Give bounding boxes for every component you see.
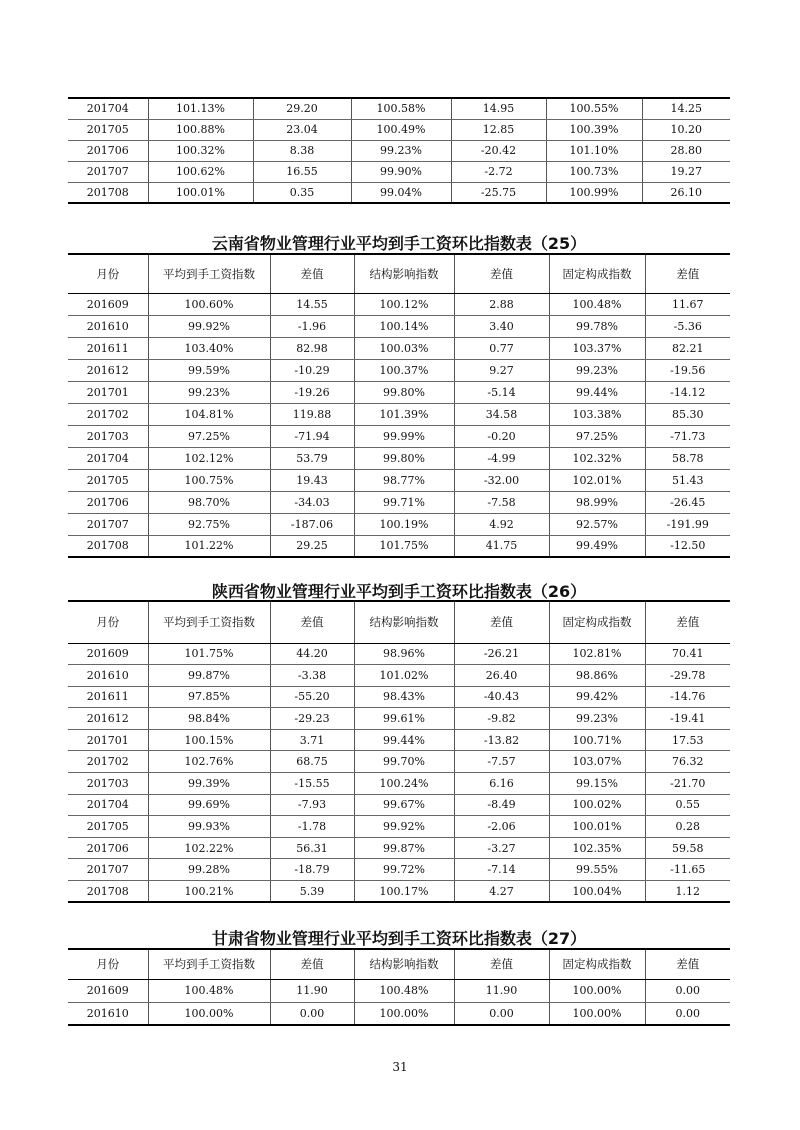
table-cell: 101.10%: [546, 140, 642, 161]
table-cell: 100.55%: [546, 98, 642, 119]
table-cell: 100.58%: [351, 98, 451, 119]
table-cell: 102.32%: [549, 447, 645, 469]
column-header: 差值: [270, 601, 354, 643]
table-cell: 99.23%: [549, 359, 645, 381]
table-row: [68, 816, 730, 838]
column-header: 差值: [454, 601, 549, 643]
table-cell: 100.19%: [354, 513, 454, 535]
table-cell: 102.01%: [549, 469, 645, 491]
table-cell: 12.85: [451, 119, 546, 140]
column-header: 差值: [645, 601, 730, 643]
table-cell: 28.80: [642, 140, 730, 161]
column-header: 差值: [645, 949, 730, 979]
table-cell: 100.99%: [546, 182, 642, 203]
table-row: [68, 293, 730, 315]
table-cell: 201704: [68, 98, 148, 119]
table-row: [68, 794, 730, 816]
table-cell: -1.96: [270, 315, 354, 337]
column-header: 差值: [270, 254, 354, 293]
column-header: 月份: [68, 254, 148, 293]
table-row: [68, 315, 730, 337]
table-cell: 100.15%: [148, 729, 270, 751]
table-26-title: 陕西省物业管理行业平均到手工资环比指数表（26）: [211, 582, 587, 601]
table-cell: 100.24%: [354, 773, 454, 795]
column-header: 固定构成指数: [549, 949, 645, 979]
column-header: 月份: [68, 601, 148, 643]
table-row: [68, 469, 730, 491]
table-row: [68, 1002, 730, 1025]
table-cell: -7.57: [454, 751, 549, 773]
table-cell: 4.27: [454, 881, 549, 903]
table-cell: 201704: [68, 447, 148, 469]
table-cell: 103.40%: [148, 337, 270, 359]
table-cell: 99.90%: [351, 161, 451, 182]
table-cell: 201706: [68, 491, 148, 513]
table-cell: 201704: [68, 794, 148, 816]
table-cell: 99.71%: [354, 491, 454, 513]
table-row: [68, 643, 730, 665]
table-cell: -21.70: [645, 773, 730, 795]
table-cell: 100.01%: [549, 816, 645, 838]
table-cell: 97.25%: [549, 425, 645, 447]
table-cell: 99.61%: [354, 708, 454, 730]
table-cell: -7.14: [454, 859, 549, 881]
table-cell: 5.39: [270, 881, 354, 903]
table-cell: 100.60%: [148, 293, 270, 315]
table-cell: 100.48%: [354, 979, 454, 1002]
column-header: 结构影响指数: [354, 601, 454, 643]
table-cell: 102.35%: [549, 837, 645, 859]
table-cell: 92.75%: [148, 513, 270, 535]
table-cell: 201707: [68, 859, 148, 881]
table-cell: 99.59%: [148, 359, 270, 381]
table-cell: -11.65: [645, 859, 730, 881]
column-header: 固定构成指数: [549, 601, 645, 643]
table-cell: 100.62%: [148, 161, 253, 182]
table-cell: -5.14: [454, 381, 549, 403]
table-cell: 17.53: [645, 729, 730, 751]
table-cell: 102.12%: [148, 447, 270, 469]
table-cell: 82.98: [270, 337, 354, 359]
table-cell: 119.88: [270, 403, 354, 425]
table-cell: 100.73%: [546, 161, 642, 182]
table-row: [68, 425, 730, 447]
table-row: [68, 98, 730, 119]
table-cell: 11.90: [454, 979, 549, 1002]
table-cell: 99.92%: [354, 816, 454, 838]
table-cell: 3.71: [270, 729, 354, 751]
table-cell: 201609: [68, 293, 148, 315]
table-row: [68, 665, 730, 687]
table-cell: 201703: [68, 425, 148, 447]
table-row: [68, 979, 730, 1002]
table-cell: -18.79: [270, 859, 354, 881]
table-cell: 70.41: [645, 643, 730, 665]
table-cell: 100.49%: [351, 119, 451, 140]
table-cell: 11.67: [645, 293, 730, 315]
table-row: [68, 513, 730, 535]
table-cell: 11.90: [270, 979, 354, 1002]
table-cell: 201708: [68, 535, 148, 557]
table-cell: 23.04: [253, 119, 351, 140]
table-cell: 85.30: [645, 403, 730, 425]
table-cell: -14.12: [645, 381, 730, 403]
table-cell: 76.32: [645, 751, 730, 773]
table-cell: 99.23%: [351, 140, 451, 161]
table-cell: 201610: [68, 315, 148, 337]
table-cell: 100.32%: [148, 140, 253, 161]
table-cell: 53.79: [270, 447, 354, 469]
table-cell: -12.50: [670, 539, 706, 553]
table-cell: -20.42: [451, 140, 546, 161]
table-cell: 16.55: [253, 161, 351, 182]
table-cell: 103.07%: [549, 751, 645, 773]
table-cell: 98.43%: [354, 686, 454, 708]
table-cell: 103.37%: [549, 337, 645, 359]
table-cell: -2.06: [454, 816, 549, 838]
table-cell: 99.28%: [148, 859, 270, 881]
table-row: [68, 119, 730, 140]
table-cell: 41.75: [454, 535, 549, 557]
header-row: [68, 601, 730, 643]
table-cell: -25.75: [451, 182, 546, 203]
table-cell: 99.44%: [354, 729, 454, 751]
table-cell: 201612: [68, 708, 148, 730]
table-cell: 4.92: [454, 513, 549, 535]
table-cell: 100.48%: [549, 293, 645, 315]
table-cell: 0.00: [645, 979, 730, 1002]
table-cell: 100.71%: [549, 729, 645, 751]
table-cell: -0.20: [454, 425, 549, 447]
table-cell: 34.58: [454, 403, 549, 425]
table-cell: 99.92%: [148, 315, 270, 337]
table-row: [68, 337, 730, 359]
table-row: [68, 708, 730, 730]
table-cell: 3.40: [454, 315, 549, 337]
table-cell: 2.88: [454, 293, 549, 315]
table-cell: 10.20: [642, 119, 730, 140]
column-header: 结构影响指数: [354, 254, 454, 293]
table-cell: -29.78: [645, 665, 730, 687]
table-cell: -26.21: [454, 643, 549, 665]
table-cell: 97.85%: [148, 686, 270, 708]
table-cell: -9.82: [454, 708, 549, 730]
table-cell: -34.03: [270, 491, 354, 513]
table-cell: 201706: [68, 837, 148, 859]
table-cell: 68.75: [270, 751, 354, 773]
table-cell: 201705: [68, 469, 148, 491]
table-cell: 9.27: [454, 359, 549, 381]
header-row: [68, 254, 730, 293]
table-cell: 56.31: [270, 837, 354, 859]
table-cell: 99.04%: [351, 182, 451, 203]
table-cell: -55.20: [270, 686, 354, 708]
table-cell: 99.67%: [354, 794, 454, 816]
table-row: [68, 837, 730, 859]
table-cell: 100.00%: [549, 1002, 645, 1025]
table-cell: 201701: [68, 729, 148, 751]
table-cell: 101.39%: [354, 403, 454, 425]
table-cell: 99.87%: [148, 665, 270, 687]
column-header: 差值: [454, 949, 549, 979]
column-header: 平均到手工资指数: [148, 949, 270, 979]
table-row: [68, 447, 730, 469]
table-cell: -15.55: [270, 773, 354, 795]
table-cell: 100.00%: [549, 979, 645, 1002]
table-cell: 99.72%: [354, 859, 454, 881]
table-cell: 201703: [68, 773, 148, 795]
column-header: 固定构成指数: [549, 254, 645, 293]
table-cell: 99.42%: [549, 686, 645, 708]
table-cell: 201610: [68, 1002, 148, 1025]
table-cell: 99.49%: [549, 535, 645, 557]
table-cell: 201706: [68, 140, 148, 161]
table-cell: 201702: [68, 403, 148, 425]
table-cell: 100.88%: [148, 119, 253, 140]
table-row: [68, 773, 730, 795]
table-cell: -8.49: [454, 794, 549, 816]
table-cell: -187.06: [270, 513, 354, 535]
table-row: [68, 403, 730, 425]
table-cell: -26.45: [645, 491, 730, 513]
header-row: [68, 949, 730, 979]
table-cell: 59.58: [645, 837, 730, 859]
table-cell: 99.80%: [354, 381, 454, 403]
table-cell: 99.87%: [354, 837, 454, 859]
table-cell: 101.02%: [354, 665, 454, 687]
table-cell: 100.04%: [549, 881, 645, 903]
table-cell: 92.57%: [549, 513, 645, 535]
table-cell: 201705: [68, 816, 148, 838]
table-cell: 201609: [68, 979, 148, 1002]
table-continued: [68, 97, 730, 204]
table-row: [68, 182, 730, 203]
table-cell: 102.76%: [148, 751, 270, 773]
table-cell: 6.16: [454, 773, 549, 795]
table-cell: 44.20: [270, 643, 354, 665]
column-header: 差值: [645, 254, 730, 293]
table-cell: -3.27: [454, 837, 549, 859]
table-row: [68, 491, 730, 513]
table-cell: -71.73: [645, 425, 730, 447]
table-cell: 14.55: [270, 293, 354, 315]
table-cell: 99.23%: [148, 381, 270, 403]
table-row: [68, 859, 730, 881]
table-cell: 103.38%: [549, 403, 645, 425]
table-cell: 100.48%: [148, 979, 270, 1002]
table-cell: 19.27: [642, 161, 730, 182]
table-cell: 29.20: [253, 98, 351, 119]
table-cell: 0.77: [454, 337, 549, 359]
table-cell: 99.78%: [549, 315, 645, 337]
table-row: [68, 686, 730, 708]
table-cell: 201708: [68, 881, 148, 903]
column-header: 平均到手工资指数: [148, 254, 270, 293]
column-header: 差值: [454, 254, 549, 293]
table-cell: 98.84%: [148, 708, 270, 730]
table-cell: 0.35: [253, 182, 351, 203]
table-cell: 100.00%: [148, 1002, 270, 1025]
table-cell: -2.72: [451, 161, 546, 182]
table-cell: 100.01%: [148, 182, 253, 203]
table-cell: 0.28: [645, 816, 730, 838]
table-cell: 98.99%: [549, 491, 645, 513]
table-cell: 201708: [68, 182, 148, 203]
table-26: [68, 600, 730, 903]
table-cell: -19.41: [645, 708, 730, 730]
table-27: [68, 948, 730, 1026]
table-cell: 201611: [68, 337, 148, 359]
table-cell: 99.23%: [549, 708, 645, 730]
table-cell: 19.43: [270, 469, 354, 491]
table-cell: -7.93: [270, 794, 354, 816]
table-cell: 100.39%: [546, 119, 642, 140]
table-cell: -13.82: [454, 729, 549, 751]
table-cell: 100.21%: [148, 881, 270, 903]
table-cell: -4.99: [454, 447, 549, 469]
table-cell: -14.76: [645, 686, 730, 708]
table-cell: 0.00: [675, 1006, 700, 1020]
table-cell: 201609: [68, 643, 148, 665]
table-cell: -29.23: [270, 708, 354, 730]
table-cell: 0.00: [454, 1002, 549, 1025]
table-cell: -32.00: [454, 469, 549, 491]
table-cell: 99.44%: [549, 381, 645, 403]
table-cell: 102.22%: [148, 837, 270, 859]
table-cell: 101.75%: [148, 643, 270, 665]
table-25-title: 云南省物业管理行业平均到手工资环比指数表（25）: [211, 234, 587, 253]
table-cell: 201707: [68, 513, 148, 535]
table-cell: 99.39%: [148, 773, 270, 795]
table-cell: -7.58: [454, 491, 549, 513]
column-header: 月份: [68, 949, 148, 979]
table-cell: -10.29: [270, 359, 354, 381]
table-cell: 99.70%: [354, 751, 454, 773]
table-cell: 97.25%: [148, 425, 270, 447]
table-cell: -5.36: [645, 315, 730, 337]
table-cell: -1.78: [270, 816, 354, 838]
table-cell: 29.25: [270, 535, 354, 557]
table-cell: 26.10: [670, 185, 702, 199]
table-cell: 101.75%: [354, 535, 454, 557]
table-row: [68, 140, 730, 161]
table-cell: 102.81%: [549, 643, 645, 665]
table-cell: 99.99%: [354, 425, 454, 447]
table-cell: 26.40: [454, 665, 549, 687]
table-row: [68, 161, 730, 182]
table-cell: 0.55: [645, 794, 730, 816]
table-cell: 99.93%: [148, 816, 270, 838]
table-27-title: 甘肃省物业管理行业平均到手工资环比指数表（27）: [211, 929, 587, 948]
table-cell: 100.37%: [354, 359, 454, 381]
table-cell: -3.38: [270, 665, 354, 687]
table-cell: 100.14%: [354, 315, 454, 337]
table-cell: -40.43: [454, 686, 549, 708]
table-row: [68, 751, 730, 773]
table-cell: 99.55%: [549, 859, 645, 881]
table-cell: 8.38: [253, 140, 351, 161]
table-cell: 82.21: [645, 337, 730, 359]
table-cell: 98.96%: [354, 643, 454, 665]
column-header: 差值: [270, 949, 354, 979]
table-cell: -191.99: [645, 513, 730, 535]
table-cell: 201611: [68, 686, 148, 708]
table-row: [68, 359, 730, 381]
table-cell: 98.86%: [549, 665, 645, 687]
table-cell: -19.26: [270, 381, 354, 403]
table-cell: 104.81%: [148, 403, 270, 425]
table-cell: 1.12: [675, 884, 700, 898]
table-cell: 100.75%: [148, 469, 270, 491]
table-cell: 51.43: [645, 469, 730, 491]
table-row: [68, 881, 730, 903]
table-cell: 100.00%: [354, 1002, 454, 1025]
table-cell: 201612: [68, 359, 148, 381]
table-cell: 14.95: [451, 98, 546, 119]
table-cell: 101.22%: [148, 535, 270, 557]
table-25: [68, 253, 730, 558]
table-cell: 100.17%: [354, 881, 454, 903]
table-cell: 99.15%: [549, 773, 645, 795]
table-cell: 201701: [68, 381, 148, 403]
table-cell: 99.80%: [354, 447, 454, 469]
table-cell: 14.25: [642, 98, 730, 119]
table-cell: 201610: [68, 665, 148, 687]
table-cell: 0.00: [270, 1002, 354, 1025]
column-header: 平均到手工资指数: [148, 601, 270, 643]
table-row: [68, 535, 730, 557]
table-cell: 98.70%: [148, 491, 270, 513]
table-cell: 100.03%: [354, 337, 454, 359]
table-cell: -19.56: [645, 359, 730, 381]
table-cell: 100.02%: [549, 794, 645, 816]
column-header: 结构影响指数: [354, 949, 454, 979]
table-cell: 201702: [68, 751, 148, 773]
table-cell: 99.69%: [148, 794, 270, 816]
table-row: [68, 381, 730, 403]
table-cell: 201705: [68, 119, 148, 140]
table-cell: 201707: [68, 161, 148, 182]
table-cell: -71.94: [270, 425, 354, 447]
table-cell: 101.13%: [148, 98, 253, 119]
table-cell: 58.78: [645, 447, 730, 469]
table-cell: 98.77%: [354, 469, 454, 491]
page-number: 31: [392, 1060, 408, 1074]
table-cell: 100.12%: [354, 293, 454, 315]
table-row: [68, 729, 730, 751]
